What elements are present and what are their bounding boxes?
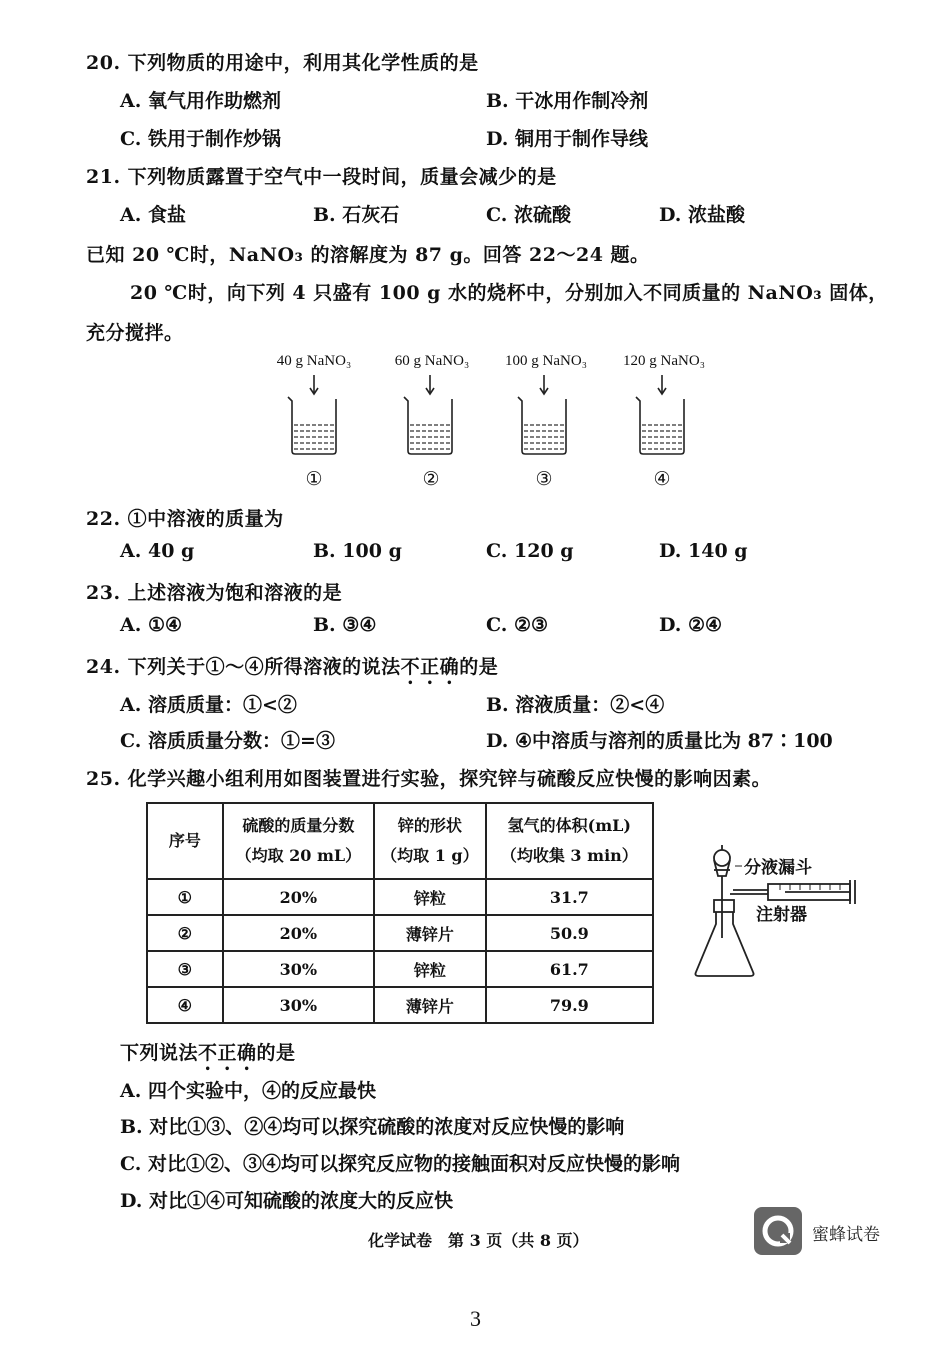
- q20-option-b: B. 干冰用作制冷剂: [486, 90, 649, 112]
- cell-zinc: 锌粒: [374, 951, 486, 987]
- q20-option-d: D. 铜用于制作导线: [486, 128, 649, 150]
- beaker-label-4: 120 g NaNO₃: [623, 353, 705, 369]
- cell-index: ②: [147, 915, 223, 951]
- table-row: [147, 915, 653, 951]
- table-header-row: [147, 803, 653, 879]
- q23-stem: 23. 上述溶液为饱和溶液的是: [86, 582, 343, 604]
- q20-stem: 20. 下列物质的用途中，利用其化学性质的是: [86, 52, 479, 74]
- q22-stem: 22. ①中溶液的质量为: [86, 508, 284, 530]
- cell-volume: 50.9: [486, 915, 653, 951]
- beaker-num-2: ②: [422, 468, 440, 490]
- q22-option-c: C. 120 g: [486, 540, 574, 562]
- q22-option-d: D. 140 g: [659, 540, 748, 562]
- q25-sub-emphasis: 不正确: [198, 1042, 257, 1064]
- q21-option-d: D. 浓盐酸: [659, 204, 746, 226]
- cell-index: ①: [147, 879, 223, 915]
- q22-option-a: A. 40 g: [120, 540, 195, 562]
- cell-index: ③: [147, 951, 223, 987]
- beaker-drawings: [270, 375, 710, 460]
- page-footer: 化学试卷 第 3 页（共 8 页）: [368, 1231, 589, 1250]
- beaker-num-1: ①: [305, 468, 323, 490]
- q21-stem: 21. 下列物质露置于空气中一段时间，质量会减少的是: [86, 166, 557, 188]
- q24-stem-emphasis: 不正确: [400, 656, 460, 678]
- cell-volume: 79.9: [486, 987, 653, 1023]
- table-row: [147, 879, 653, 915]
- header-index: 序号: [147, 803, 223, 879]
- beaker-num-4: ④: [653, 468, 671, 490]
- q24-option-a: A. 溶质质量：①<②: [120, 694, 297, 716]
- cell-volume: 61.7: [486, 951, 653, 987]
- brand-logo-icon: [754, 1207, 802, 1255]
- q23-option-a: A. ①④: [120, 614, 183, 636]
- q24-stem: [86, 652, 498, 689]
- q23-option-c: C. ②③: [486, 614, 549, 636]
- cell-index: ④: [147, 987, 223, 1023]
- beaker-label-3: 100 g NaNO₃: [505, 353, 587, 369]
- table-row: [147, 987, 653, 1023]
- q23-option-b: B. ③④: [313, 614, 377, 636]
- header-hydrogen-volume: 氢气的体积(mL) （均收集 3 min）: [486, 803, 653, 879]
- q21-option-a: A. 食盐: [120, 204, 186, 226]
- q25-sub-post: 的是: [256, 1042, 296, 1064]
- label-syringe: 注射器: [756, 905, 807, 925]
- label-separatory-funnel: 分液漏斗: [744, 858, 812, 878]
- q24-stem-post: 的是: [459, 656, 499, 678]
- q24-option-d: D. ④中溶质与溶剂的质量比为 87∶100: [486, 730, 833, 752]
- header-acid-fraction: 硫酸的质量分数 （均取 20 mL）: [223, 803, 374, 879]
- cell-acid: 30%: [223, 987, 374, 1023]
- cell-acid: 20%: [223, 915, 374, 951]
- q25-option-d: D. 对比①④可知硫酸的浓度大的反应快: [120, 1190, 454, 1212]
- cell-acid: 30%: [223, 951, 374, 987]
- q25-option-a: A. 四个实验中，④的反应最快: [120, 1080, 376, 1102]
- cell-acid: 20%: [223, 879, 374, 915]
- page-number: 3: [470, 1306, 481, 1331]
- q25-option-c: C. 对比①②、③④均可以探究反应物的接触面积对反应快慢的影响: [120, 1153, 681, 1175]
- table-row: [147, 951, 653, 987]
- q25-sub-stem: [120, 1038, 296, 1075]
- q25-data-table: [146, 802, 654, 1024]
- q20-option-c: C. 铁用于制作炒锅: [120, 128, 282, 150]
- cell-zinc: 薄锌片: [374, 915, 486, 951]
- intro-line-3: 充分搅拌。: [86, 322, 184, 344]
- q23-option-d: D. ②④: [659, 614, 723, 636]
- beaker-label-2: 60 g NaNO₃: [394, 353, 470, 369]
- q24-option-b: B. 溶液质量：②<④: [486, 694, 665, 716]
- q25-option-b: B. 对比①③、②④均可以探究硫酸的浓度对反应快慢的影响: [120, 1116, 625, 1138]
- brand-name: 蜜蜂试卷: [812, 1225, 880, 1245]
- intro-line-1: 已知 20 ℃时，NaNO₃ 的溶解度为 87 g。回答 22～24 题。: [86, 244, 650, 266]
- q22-option-b: B. 100 g: [313, 540, 402, 562]
- intro-line-2: 20 ℃时，向下列 4 只盛有 100 g 水的烧杯中，分别加入不同质量的 NaNO₃ 固体，: [130, 282, 888, 304]
- header-zinc-shape: 锌的形状 （均取 1 g）: [374, 803, 486, 879]
- q24-option-c: C. 溶质质量分数：①=③: [120, 730, 335, 752]
- cell-zinc: 薄锌片: [374, 987, 486, 1023]
- cell-volume: 31.7: [486, 879, 653, 915]
- beaker-label-1: 40 g NaNO₃: [276, 353, 352, 369]
- q25-sub-pre: 下列说法: [120, 1042, 199, 1064]
- q25-stem: 25. 化学兴趣小组利用如图装置进行实验，探究锌与硫酸反应快慢的影响因素。: [86, 768, 772, 790]
- q24-stem-pre: 24. 下列关于①～④所得溶液的说法: [86, 656, 401, 678]
- q21-option-c: C. 浓硫酸: [486, 204, 572, 226]
- q20-option-a: A. 氧气用作助燃剂: [120, 90, 281, 112]
- q21-option-b: B. 石灰石: [313, 204, 400, 226]
- cell-zinc: 锌粒: [374, 879, 486, 915]
- beaker-num-3: ③: [535, 468, 553, 490]
